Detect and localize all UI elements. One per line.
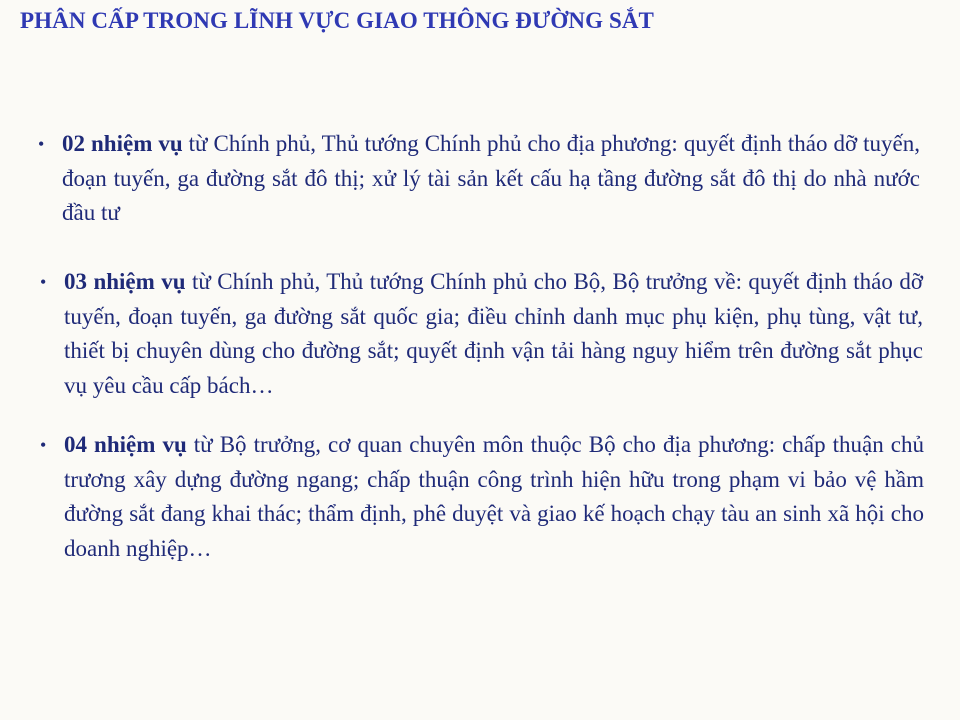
bullet-dot: • bbox=[40, 272, 47, 292]
bullet-text: từ Chính phủ, Thủ tướng Chính phủ cho Bộ, Bộ trưởng về: quyết định tháo dỡ tuyến, đoạn tuyến, ga đường sắt quốc gia; điều chỉnh danh mục phụ kiện, phụ tùng, vật tư, thiết bị chuyên dùng cho đường sắt; quyết định vận tải hàng nguy hiểm trên đường sắt phục vụ yêu cầu cấp bách… bbox=[64, 269, 924, 398]
bullet-dot: • bbox=[40, 435, 47, 455]
bullet-text: từ Chính phủ, Thủ tướng Chính phủ cho địa phương: quyết định tháo dỡ tuyến, đoạn tuyến, ga đường sắt đô thị; xử lý tài sản kết cấu hạ tầng đường sắt đô thị do nhà nước đầu tư bbox=[62, 131, 920, 225]
bullet-item bbox=[38, 127, 920, 231]
bullet-item bbox=[40, 265, 924, 403]
bullet-item bbox=[40, 428, 924, 566]
bullet-text: từ Bộ trưởng, cơ quan chuyên môn thuộc Bộ cho địa phương: chấp thuận chủ trương xây dựng đường ngang; chấp thuận công trình hiện hữu trong phạm vi bảo vệ hầm đường sắt đang khai thác; thẩm định, phê duyệt và giao kế hoạch chạy tàu an sinh xã hội cho doanh nghiệp… bbox=[64, 432, 924, 561]
bullet-lead: 04 nhiệm vụ bbox=[64, 432, 187, 457]
bullet-lead: 03 nhiệm vụ bbox=[64, 269, 186, 294]
slide-title: PHÂN CẤP TRONG LĨNH VỰC GIAO THÔNG ĐƯỜNG SẮT bbox=[20, 8, 654, 33]
bullet-dot: • bbox=[38, 134, 45, 154]
bullet-lead: 02 nhiệm vụ bbox=[62, 131, 183, 156]
